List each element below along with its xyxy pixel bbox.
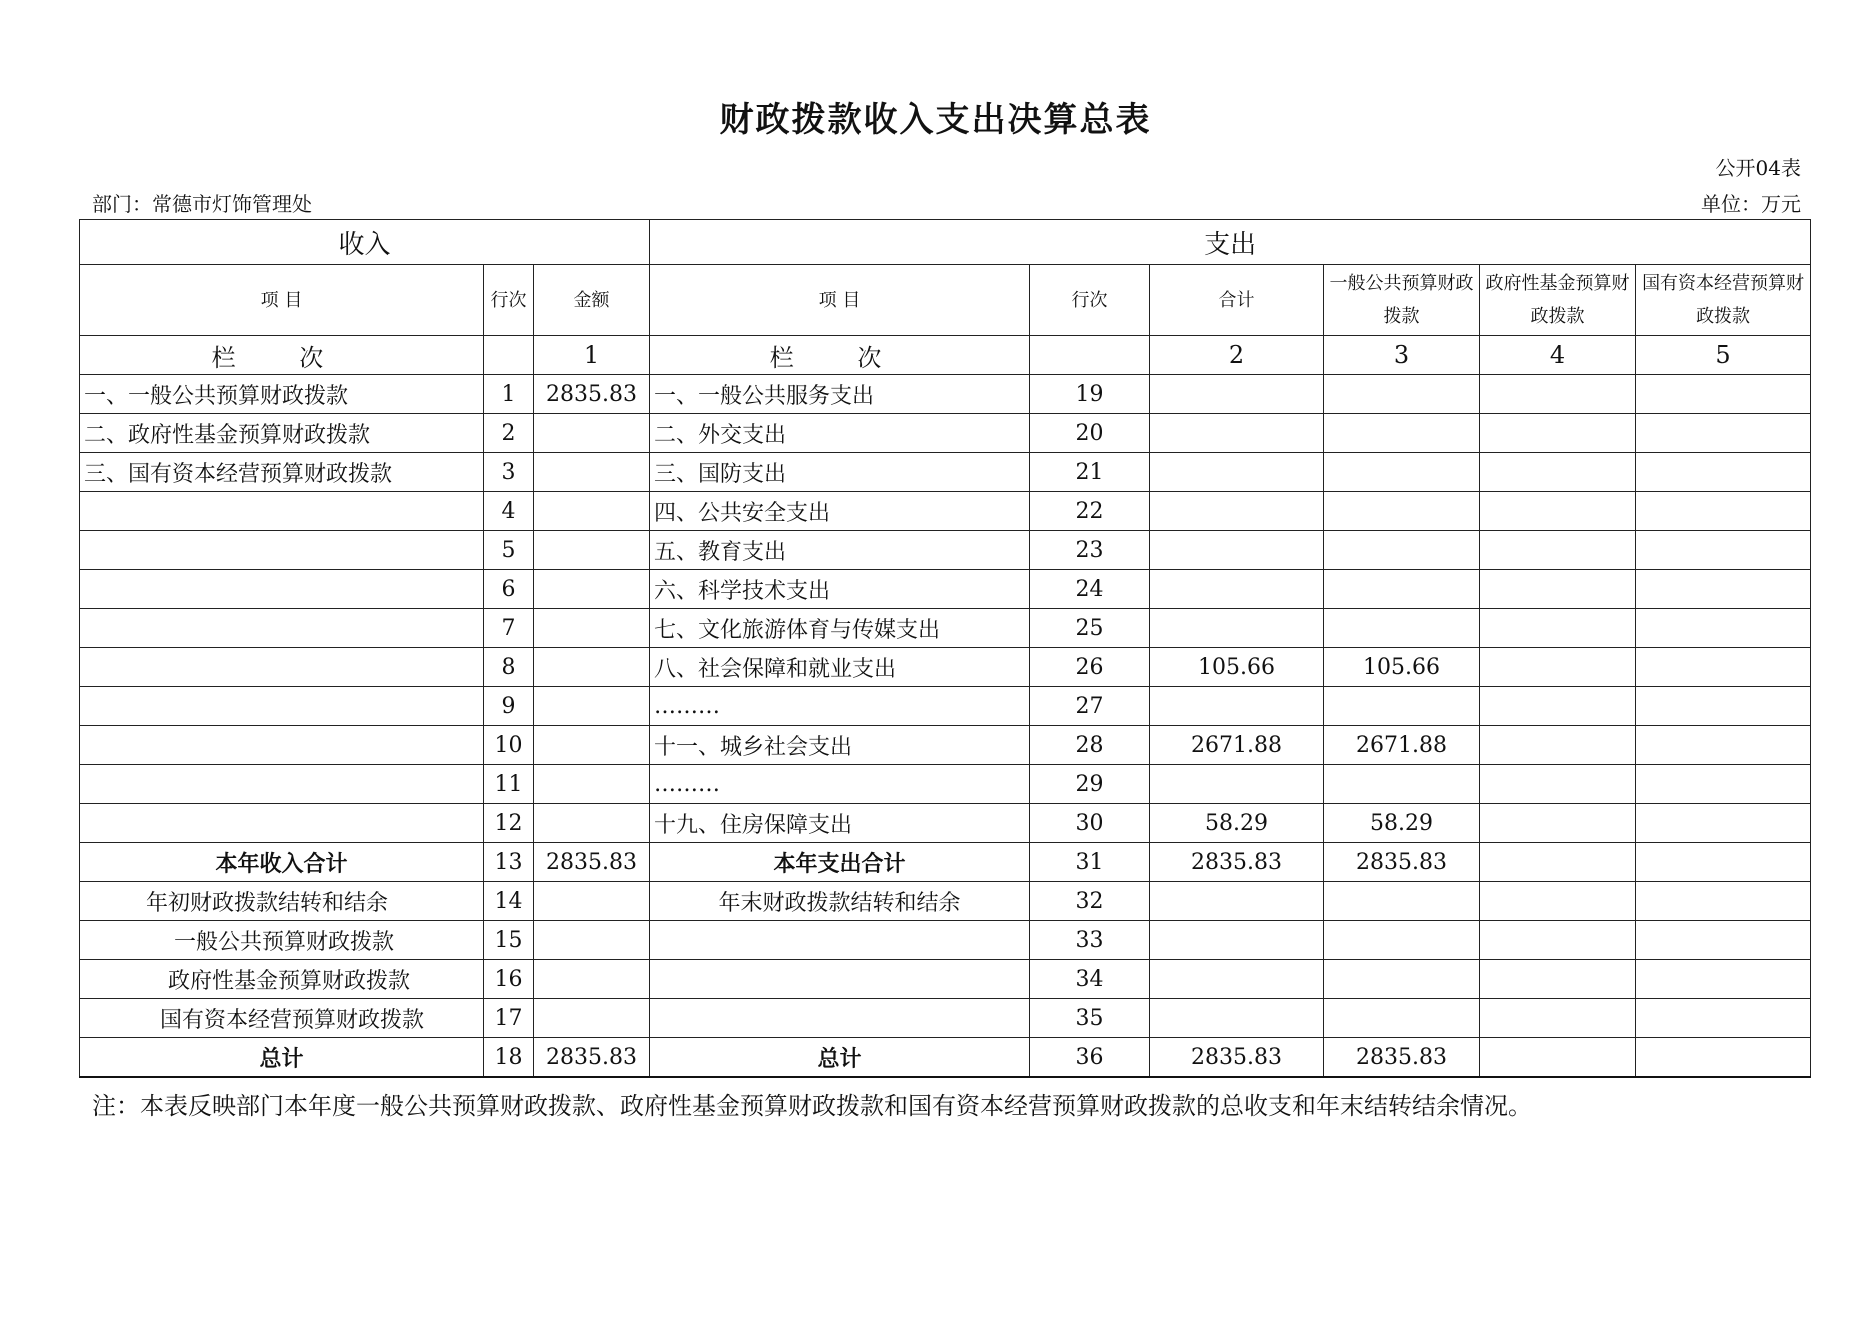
income-amount-header: 金额 (534, 265, 650, 336)
general-budget-amount (1324, 765, 1480, 804)
income-row-no: 3 (484, 453, 534, 492)
table-row (80, 687, 1811, 726)
general-budget-amount (1324, 414, 1480, 453)
total-amount (1150, 687, 1324, 726)
total-amount (1150, 414, 1324, 453)
income-amount (534, 804, 650, 843)
income-amount: 2835.83 (534, 375, 650, 414)
capital-budget-amount (1636, 648, 1811, 687)
expense-item: ……… (650, 687, 1030, 726)
general-budget-amount (1324, 882, 1480, 921)
fund-budget-amount (1480, 570, 1636, 609)
income-row-no: 7 (484, 609, 534, 648)
income-item (80, 648, 484, 687)
fund-budget-amount (1480, 882, 1636, 921)
general-budget-amount: 58.29 (1324, 804, 1480, 843)
expense-item (650, 921, 1030, 960)
income-row-no: 2 (484, 414, 534, 453)
general-budget-amount: 2835.83 (1324, 843, 1480, 882)
expense-item: 一、一般公共服务支出 (650, 375, 1030, 414)
table-row (80, 375, 1811, 414)
income-row-no: 5 (484, 531, 534, 570)
fund-budget-amount (1480, 609, 1636, 648)
capital-budget-amount (1636, 804, 1811, 843)
fund-budget-amount (1480, 921, 1636, 960)
expense-item: 本年支出合计 (650, 843, 1030, 882)
total-amount (1150, 531, 1324, 570)
income-item (80, 609, 484, 648)
income-row-no: 14 (484, 882, 534, 921)
table-row (80, 1038, 1811, 1078)
income-amount (534, 999, 650, 1038)
capital-budget-header: 国有资本经营预算财政拨款 (1636, 265, 1811, 336)
expense-row-no: 24 (1030, 570, 1150, 609)
income-amount (534, 609, 650, 648)
unit-label: 单位：万元 (1701, 192, 1801, 216)
expense-item: 五、教育支出 (650, 531, 1030, 570)
income-row-no: 18 (484, 1038, 534, 1078)
expense-row-no: 31 (1030, 843, 1150, 882)
general-budget-amount (1324, 609, 1480, 648)
expense-item: 年末财政拨款结转和结余 (650, 882, 1030, 921)
table-row (80, 453, 1811, 492)
general-budget-amount (1324, 687, 1480, 726)
lanci-col-5: 5 (1636, 336, 1811, 375)
fund-budget-amount (1480, 531, 1636, 570)
table-row (80, 843, 1811, 882)
income-row-no: 12 (484, 804, 534, 843)
income-item: 三、国有资本经营预算财政拨款 (80, 453, 484, 492)
page-title: 财政拨款收入支出决算总表 (719, 100, 1152, 140)
income-item: 本年收入合计 (80, 843, 484, 882)
income-row-no: 11 (484, 765, 534, 804)
total-amount (1150, 882, 1324, 921)
capital-budget-amount (1636, 999, 1811, 1038)
expense-row-no: 35 (1030, 999, 1150, 1038)
general-budget-amount (1324, 921, 1480, 960)
expense-row-no: 22 (1030, 492, 1150, 531)
capital-budget-amount (1636, 765, 1811, 804)
capital-budget-amount (1636, 843, 1811, 882)
expense-item: 四、公共安全支出 (650, 492, 1030, 531)
income-item (80, 570, 484, 609)
expense-row-no: 28 (1030, 726, 1150, 765)
income-row-no: 10 (484, 726, 534, 765)
income-item (80, 726, 484, 765)
table-row (80, 882, 1811, 921)
general-budget-header: 一般公共预算财政拨款 (1324, 265, 1480, 336)
income-item (80, 492, 484, 531)
expense-item: ……… (650, 765, 1030, 804)
fund-budget-amount (1480, 414, 1636, 453)
capital-budget-amount (1636, 1038, 1811, 1078)
capital-budget-amount (1636, 687, 1811, 726)
department-label: 部门：常德市灯饰管理处 (92, 192, 312, 216)
capital-budget-amount (1636, 375, 1811, 414)
expense-row-no: 25 (1030, 609, 1150, 648)
general-budget-amount (1324, 999, 1480, 1038)
general-budget-amount (1324, 375, 1480, 414)
total-amount (1150, 765, 1324, 804)
expense-row-no: 26 (1030, 648, 1150, 687)
table-row (80, 492, 1811, 531)
income-row-no: 6 (484, 570, 534, 609)
general-budget-amount (1324, 570, 1480, 609)
fund-budget-amount (1480, 726, 1636, 765)
expense-row-no: 34 (1030, 960, 1150, 999)
fund-budget-amount (1480, 804, 1636, 843)
income-amount (534, 726, 650, 765)
fund-budget-amount (1480, 765, 1636, 804)
income-item: 政府性基金预算财政拨款 (80, 960, 484, 999)
total-amount (1150, 492, 1324, 531)
income-item-header: 项 目 (80, 265, 484, 336)
income-item (80, 687, 484, 726)
general-budget-amount (1324, 453, 1480, 492)
table-row (80, 960, 1811, 999)
general-budget-amount: 105.66 (1324, 648, 1480, 687)
income-row-no: 9 (484, 687, 534, 726)
expense-item: 八、社会保障和就业支出 (650, 648, 1030, 687)
income-amount (534, 687, 650, 726)
income-amount: 2835.83 (534, 1038, 650, 1078)
fund-budget-amount (1480, 843, 1636, 882)
table-row (80, 648, 1811, 687)
table-row (80, 921, 1811, 960)
total-amount (1150, 960, 1324, 999)
total-amount (1150, 921, 1324, 960)
total-amount: 2835.83 (1150, 1038, 1324, 1078)
total-amount (1150, 609, 1324, 648)
expense-row-no: 21 (1030, 453, 1150, 492)
budget-table (79, 219, 1811, 1078)
income-item (80, 804, 484, 843)
income-amount (534, 414, 650, 453)
form-code: 公开04表 (1715, 156, 1801, 180)
income-row-no-header: 行次 (484, 265, 534, 336)
footnote: 注：本表反映部门本年度一般公共预算财政拨款、政府性基金预算财政拨款和国有资本经营预算财政拨款的总收支和年末结转结余情况。 (92, 1092, 1532, 1120)
total-amount (1150, 453, 1324, 492)
capital-budget-amount (1636, 570, 1811, 609)
lanci-col-1: 1 (534, 336, 650, 375)
general-budget-amount (1324, 531, 1480, 570)
income-row-no: 1 (484, 375, 534, 414)
income-item (80, 765, 484, 804)
lanci-label-income: 栏 次 (80, 336, 484, 375)
capital-budget-amount (1636, 882, 1811, 921)
expense-item: 七、文化旅游体育与传媒支出 (650, 609, 1030, 648)
income-amount (534, 531, 650, 570)
table-row (80, 414, 1811, 453)
table-row (80, 570, 1811, 609)
total-amount: 58.29 (1150, 804, 1324, 843)
income-item: 总计 (80, 1038, 484, 1078)
capital-budget-amount (1636, 453, 1811, 492)
lanci-blank-expense (1030, 336, 1150, 375)
fund-budget-amount (1480, 453, 1636, 492)
expense-row-no: 30 (1030, 804, 1150, 843)
income-item: 年初财政拨款结转和结余 (80, 882, 484, 921)
fund-budget-header: 政府性基金预算财政拨款 (1480, 265, 1636, 336)
expense-item: 总计 (650, 1038, 1030, 1078)
expense-row-no: 32 (1030, 882, 1150, 921)
total-amount (1150, 570, 1324, 609)
general-budget-amount: 2671.88 (1324, 726, 1480, 765)
general-budget-amount: 2835.83 (1324, 1038, 1480, 1078)
lanci-blank-income (484, 336, 534, 375)
expense-item: 十九、住房保障支出 (650, 804, 1030, 843)
income-row-no: 8 (484, 648, 534, 687)
fund-budget-amount (1480, 648, 1636, 687)
lanci-col-2: 2 (1150, 336, 1324, 375)
table-row (80, 999, 1811, 1038)
income-amount (534, 648, 650, 687)
capital-budget-amount (1636, 960, 1811, 999)
expense-row-no: 19 (1030, 375, 1150, 414)
total-amount: 2671.88 (1150, 726, 1324, 765)
income-item: 一、一般公共预算财政拨款 (80, 375, 484, 414)
fund-budget-amount (1480, 492, 1636, 531)
table-row (80, 804, 1811, 843)
income-item: 二、政府性基金预算财政拨款 (80, 414, 484, 453)
expense-row-no: 20 (1030, 414, 1150, 453)
expense-row-no-header: 行次 (1030, 265, 1150, 336)
general-budget-amount (1324, 960, 1480, 999)
table-row (80, 609, 1811, 648)
fund-budget-amount (1480, 1038, 1636, 1078)
income-row-no: 17 (484, 999, 534, 1038)
total-amount: 2835.83 (1150, 843, 1324, 882)
lanci-col-3: 3 (1324, 336, 1480, 375)
income-row-no: 13 (484, 843, 534, 882)
table-row (80, 765, 1811, 804)
total-header: 合计 (1150, 265, 1324, 336)
capital-budget-amount (1636, 414, 1811, 453)
income-row-no: 15 (484, 921, 534, 960)
capital-budget-amount (1636, 609, 1811, 648)
fund-budget-amount (1480, 960, 1636, 999)
income-amount (534, 765, 650, 804)
expense-row-no: 33 (1030, 921, 1150, 960)
capital-budget-amount (1636, 492, 1811, 531)
fund-budget-amount (1480, 375, 1636, 414)
table-row (80, 726, 1811, 765)
expense-item: 二、外交支出 (650, 414, 1030, 453)
expense-item: 十一、城乡社会支出 (650, 726, 1030, 765)
expense-item-header: 项 目 (650, 265, 1030, 336)
lanci-col-4: 4 (1480, 336, 1636, 375)
income-row-no: 4 (484, 492, 534, 531)
income-amount (534, 882, 650, 921)
expense-row-no: 23 (1030, 531, 1150, 570)
table-row (80, 531, 1811, 570)
income-amount: 2835.83 (534, 843, 650, 882)
total-amount (1150, 375, 1324, 414)
expense-item (650, 960, 1030, 999)
income-row-no: 16 (484, 960, 534, 999)
total-amount (1150, 999, 1324, 1038)
income-amount (534, 570, 650, 609)
fund-budget-amount (1480, 999, 1636, 1038)
income-amount (534, 921, 650, 960)
capital-budget-amount (1636, 531, 1811, 570)
capital-budget-amount (1636, 921, 1811, 960)
expense-item: 六、科学技术支出 (650, 570, 1030, 609)
income-amount (534, 453, 650, 492)
income-amount (534, 492, 650, 531)
lanci-label-expense: 栏 次 (650, 336, 1030, 375)
expense-section-header: 支出 (650, 220, 1811, 265)
expense-item: 三、国防支出 (650, 453, 1030, 492)
income-item (80, 531, 484, 570)
income-section-header: 收入 (80, 220, 650, 265)
expense-item (650, 999, 1030, 1038)
expense-row-no: 36 (1030, 1038, 1150, 1078)
expense-row-no: 29 (1030, 765, 1150, 804)
expense-row-no: 27 (1030, 687, 1150, 726)
total-amount: 105.66 (1150, 648, 1324, 687)
income-amount (534, 960, 650, 999)
income-item: 一般公共预算财政拨款 (80, 921, 484, 960)
capital-budget-amount (1636, 726, 1811, 765)
income-item: 国有资本经营预算财政拨款 (80, 999, 484, 1038)
fund-budget-amount (1480, 687, 1636, 726)
general-budget-amount (1324, 492, 1480, 531)
